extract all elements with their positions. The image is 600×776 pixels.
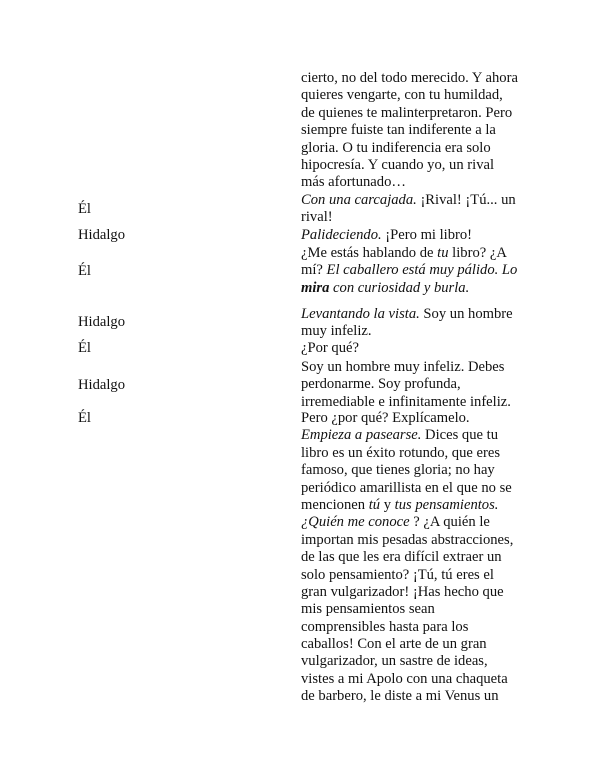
text-line	[301, 619, 513, 636]
spoken-text: rival!	[301, 209, 333, 226]
dialogue-text	[301, 410, 513, 706]
text-line	[301, 636, 513, 653]
spoken-text: importan mis pesadas abstracciones,	[301, 531, 514, 548]
stage-direction-bold: mira	[301, 279, 330, 296]
speaker-name: Hidalgo	[78, 314, 126, 330]
text-line	[301, 462, 513, 479]
spoken-text: muy infeliz.	[301, 323, 372, 340]
spoken-text: comprensibles hasta para los	[301, 618, 469, 635]
text-line	[301, 87, 518, 104]
dialogue-text	[301, 227, 472, 244]
spoken-text: cierto, no del todo merecido. Y ahora	[301, 70, 518, 86]
text-line	[301, 359, 511, 376]
spoken-text: ? ¿A quién le	[409, 514, 490, 531]
text-line	[301, 671, 513, 688]
spoken-text: vistes a mi Apolo con una chaqueta	[301, 670, 508, 687]
spoken-text: ¡Pero mi libro!	[381, 227, 473, 243]
stage-direction	[301, 280, 329, 296]
spoken-text: y	[380, 496, 395, 513]
spoken-text: hipocresía. Y cuando yo, un rival	[301, 156, 495, 173]
text-line	[301, 410, 513, 427]
spoken-text: siempre fuiste tan indiferente a la	[301, 122, 496, 139]
spoken-text: ¿Me estás hablando de	[301, 245, 438, 261]
spoken-text: Dices que tu	[421, 427, 498, 444]
spoken-text: quieres vengarte, con tu humildad,	[301, 87, 503, 104]
stage-direction: tus pensamientos.	[394, 496, 499, 513]
spoken-text: mencionen	[301, 496, 369, 513]
dialogue-text	[301, 306, 513, 341]
spoken-text: gloria. O tu indiferencia era solo	[301, 139, 491, 156]
text-line	[301, 227, 472, 244]
spoken-text: libro? ¿A	[448, 245, 507, 261]
text-line	[301, 140, 518, 157]
dialogue-text	[301, 192, 516, 227]
text-line	[301, 340, 359, 357]
dialogue-text	[301, 70, 518, 192]
dialogue-text	[301, 245, 517, 297]
stage-direction: Con una carcajada.	[301, 192, 417, 208]
spoken-text: periódico amarillista en el que no se	[301, 479, 512, 496]
stage-direction: con curiosidad y burla.	[329, 279, 470, 296]
spoken-text: libro es un éxito rotundo, que eres	[301, 444, 500, 461]
spoken-text: vulgarizador, un sastre de ideas,	[301, 653, 488, 670]
spoken-text: de las que les era difícil extraer un	[301, 549, 502, 566]
text-line	[301, 157, 518, 174]
spoken-text: de barbero, le diste a mi Venus un	[301, 688, 499, 705]
spoken-text: mis pensamientos sean	[301, 601, 435, 618]
spoken-text: mí?	[301, 262, 327, 279]
stage-direction: ¿Quién me conoce	[301, 514, 410, 531]
text-line	[301, 280, 517, 297]
stage-direction: tu	[437, 245, 449, 261]
stage-direction: tú	[368, 496, 381, 513]
text-line	[301, 174, 518, 191]
text-line	[301, 567, 513, 584]
text-line	[301, 323, 513, 340]
text-line	[301, 427, 513, 444]
text-line	[301, 584, 513, 601]
speaker-name: Hidalgo	[78, 227, 126, 243]
text-line	[301, 653, 513, 670]
spoken-text: ¡Rival! ¡Tú... un	[416, 192, 516, 208]
spoken-text: Soy un hombre muy infeliz. Debes	[301, 359, 505, 375]
text-line	[301, 532, 513, 549]
text-line	[301, 497, 513, 514]
text-line	[301, 105, 518, 122]
text-line	[301, 209, 516, 226]
text-line	[301, 122, 518, 139]
text-line	[301, 601, 513, 618]
spoken-text: gran vulgarizador! ¡Has hecho que	[301, 583, 504, 600]
speaker-name: Hidalgo	[78, 376, 126, 393]
text-line	[301, 549, 513, 566]
speaker-name: Él	[78, 410, 91, 426]
text-line	[301, 306, 513, 323]
text-line	[301, 445, 513, 462]
spoken-text: Soy un hombre	[419, 306, 513, 322]
text-line	[301, 262, 517, 279]
stage-direction: El caballero está muy pálido. Lo	[326, 262, 518, 279]
stage-direction: Levantando la vista.	[301, 306, 420, 322]
text-line	[301, 245, 517, 262]
spoken-text: perdonarme. Soy profunda,	[301, 376, 461, 393]
spoken-text: Pero ¿por qué? Explícamelo.	[301, 410, 470, 426]
dialogue-text	[301, 359, 511, 411]
spoken-text: ¿Por qué?	[301, 340, 359, 356]
text-line	[301, 376, 511, 393]
text-line	[301, 394, 511, 411]
spoken-text: más afortunado…	[301, 174, 406, 191]
text-line	[301, 480, 513, 497]
speaker-name: Él	[78, 340, 91, 356]
spoken-text: de quienes te malinterpretaron. Pero	[301, 104, 513, 121]
text-line	[301, 514, 513, 531]
spoken-text: caballos! Con el arte de un gran	[301, 636, 487, 653]
spoken-text: famoso, que tienes gloria; no hay	[301, 462, 495, 479]
text-line	[301, 192, 516, 209]
stage-direction: Empieza a pasearse.	[301, 427, 422, 444]
dialogue-text	[301, 340, 359, 357]
text-line	[301, 70, 518, 87]
speaker-name: Él	[78, 201, 91, 217]
stage-direction: Palideciendo.	[301, 227, 382, 243]
speaker-name: Él	[78, 262, 91, 279]
text-line	[301, 688, 513, 705]
spoken-text: irremediable e infinitamente infeliz.	[301, 393, 511, 410]
spoken-text: solo pensamiento? ¡Tú, tú eres el	[301, 566, 494, 583]
